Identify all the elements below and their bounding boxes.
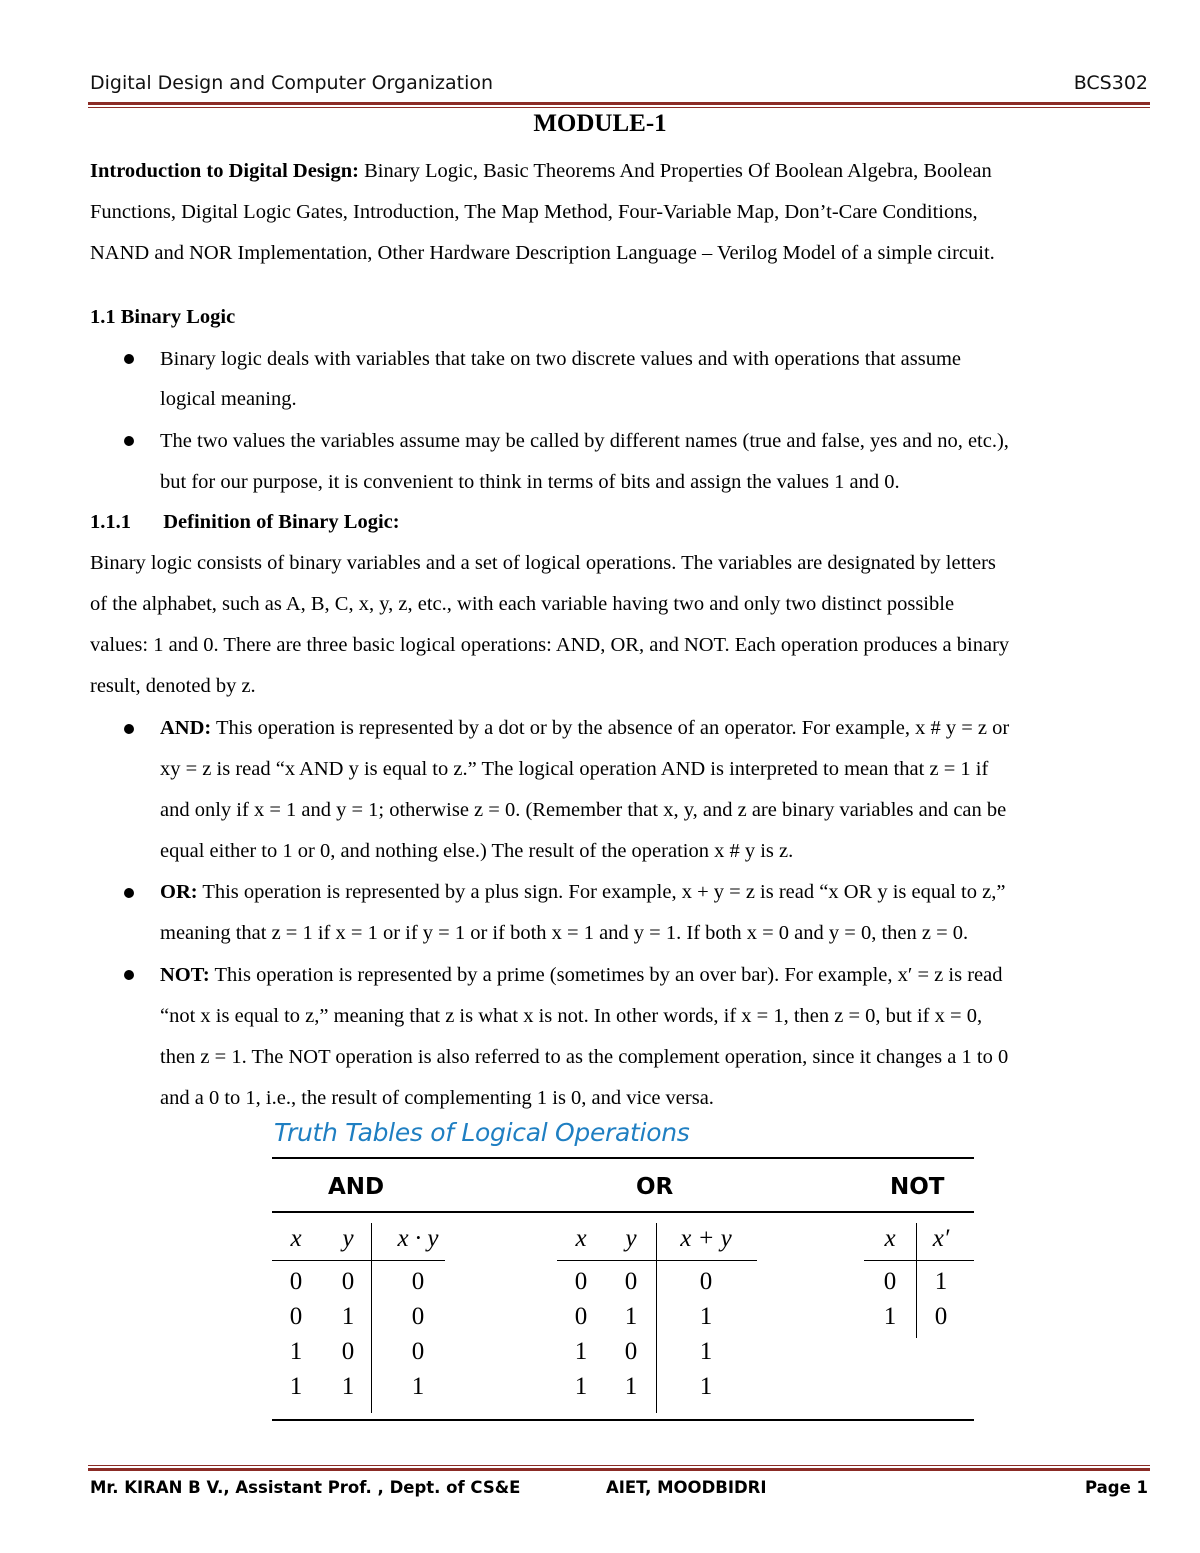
and-line-4: equal either to 1 or 0, and nothing else.) The result of the operation x # y is z. xyxy=(160,840,794,862)
and-cell: 1 xyxy=(341,1303,355,1330)
def-line-1: Binary logic consists of binary variables and a set of logical operations. The variables are designated by letters xyxy=(90,552,996,574)
and-cell: 0 xyxy=(411,1303,425,1330)
def-line-2: of the alphabet, such as A, B, C, x, y, z, etc., with each variable having two and only two distinct possible xyxy=(90,593,955,615)
or-cell: 1 xyxy=(624,1373,638,1400)
or-col-underline xyxy=(557,1260,757,1261)
footer-page-number: Page 1 xyxy=(1084,1478,1148,1497)
footer-rule xyxy=(88,1468,1150,1471)
or-col-header: y xyxy=(625,1225,637,1252)
and-line-2: xy = z is read “x AND y is equal to z.” The logical operation AND is interpreted to mean that z = 1 if xyxy=(160,758,989,780)
section-number: 1.1.1 xyxy=(90,511,131,533)
header-rule xyxy=(88,102,1150,105)
intro-text-1: Binary Logic, Basic Theorems And Properties Of Boolean Algebra, Boolean xyxy=(364,160,992,182)
module-title: MODULE-1 xyxy=(533,110,667,137)
section-1-1-heading: 1.1 Binary Logic xyxy=(90,306,236,328)
and-line-3: and only if x = 1 and y = 1; otherwise z = 0. (Remember that x, y, and z are binary variables and can be xyxy=(160,799,1007,821)
or-label: OR: xyxy=(160,881,198,903)
intro-line-3: NAND and NOR Implementation, Other Hardware Description Language – Verilog Model of a simple circuit. xyxy=(90,242,995,264)
footer-rule-thin xyxy=(88,1465,1150,1466)
not-cell: 1 xyxy=(883,1303,897,1330)
bullet-1-line-2: logical meaning. xyxy=(160,388,297,410)
page-header xyxy=(90,72,1148,102)
and-col-header: x · y xyxy=(397,1225,439,1252)
and-col-header: y xyxy=(342,1225,354,1252)
not-cell: 0 xyxy=(934,1303,948,1330)
or-cell: 1 xyxy=(624,1303,638,1330)
or-cell: 0 xyxy=(624,1268,638,1295)
table-top-rule xyxy=(272,1157,974,1159)
and-heading: AND xyxy=(328,1174,385,1200)
intro-line-1 xyxy=(90,151,1148,192)
or-cell: 1 xyxy=(699,1373,713,1400)
header-rule-thin xyxy=(88,107,1150,108)
table-bottom-rule xyxy=(272,1419,974,1421)
not-cell: 0 xyxy=(883,1268,897,1295)
and-cell: 1 xyxy=(341,1373,355,1400)
def-line-4: result, denoted by z. xyxy=(90,675,256,697)
bullet-icon xyxy=(124,970,134,980)
or-col-header: x + y xyxy=(680,1225,732,1252)
and-cell: 0 xyxy=(289,1268,303,1295)
section-title: Definition of Binary Logic: xyxy=(163,511,400,533)
and-cell: 0 xyxy=(289,1303,303,1330)
or-cell: 0 xyxy=(574,1268,588,1295)
and-col-underline xyxy=(272,1260,445,1261)
truth-tables-title: Truth Tables of Logical Operations xyxy=(274,1118,690,1147)
course-title: Digital Design and Computer Organization xyxy=(90,72,494,94)
or-cell: 1 xyxy=(699,1303,713,1330)
not-heading: NOT xyxy=(890,1174,945,1200)
not-col-underline xyxy=(864,1260,974,1261)
not-line-1: NOT: This operation is represented by a prime (sometimes by an over bar). For example, x′ = z is read xyxy=(160,964,1003,986)
bullet-icon xyxy=(124,888,134,898)
not-line-4: and a 0 to 1, i.e., the result of complementing 1 is 0, and vice versa. xyxy=(160,1087,714,1109)
footer-institute: AIET, MOODBIDRI xyxy=(606,1478,767,1497)
bullet-2-line-1: The two values the variables assume may be called by different names (true and false, yes and no, etc.), xyxy=(160,430,1009,452)
footer-author: Mr. KIRAN B V., Assistant Prof. , Dept. of CS&E xyxy=(90,1478,521,1497)
and-cell: 1 xyxy=(411,1373,425,1400)
section-1-1-1-heading xyxy=(90,502,1148,543)
not-line-3: then z = 1. The NOT operation is also referred to as the complement operation, since it changes a 1 to 0 xyxy=(160,1046,1009,1068)
and-col-header: x xyxy=(290,1225,302,1252)
or-line-2: meaning that z = 1 if x = 1 or if y = 1 or if both x = 1 and y = 1. If both x = 0 and y = 0, then z = 0. xyxy=(160,922,969,944)
not-line-2: “not x is equal to z,” meaning that z is what x is not. In other words, if x = 1, then z = 0, but if x = 0, xyxy=(160,1005,983,1027)
intro-line-2: Functions, Digital Logic Gates, Introduction, The Map Method, Four-Variable Map, Don’t-Care Conditions, xyxy=(90,201,978,223)
not-col-header: x′ xyxy=(932,1225,950,1252)
or-col-header: x xyxy=(575,1225,587,1252)
not-col-header: x xyxy=(884,1225,896,1252)
or-line-1: OR: This operation is represented by a plus sign. For example, x + y = z is read “x OR y is equal to z,” xyxy=(160,881,1006,903)
and-cell: 0 xyxy=(411,1338,425,1365)
bullet-icon xyxy=(124,724,134,734)
not-label: NOT: xyxy=(160,964,210,986)
bullet-2-line-2: but for our purpose, it is convenient to think in terms of bits and assign the values 1 and 0. xyxy=(160,471,900,493)
or-cell: 0 xyxy=(699,1268,713,1295)
or-cell: 1 xyxy=(574,1338,588,1365)
intro-label: Introduction to Digital Design: xyxy=(90,160,359,182)
and-col-divider xyxy=(371,1223,372,1413)
table-head-rule xyxy=(272,1211,974,1213)
course-code: BCS302 xyxy=(1073,72,1148,94)
bullet-1-line-1: Binary logic deals with variables that take on two discrete values and with operations that assume xyxy=(160,348,961,370)
and-cell: 1 xyxy=(289,1373,303,1400)
bullet-icon xyxy=(124,354,134,364)
bullet-icon xyxy=(124,436,134,446)
and-cell: 0 xyxy=(341,1268,355,1295)
not-col-divider xyxy=(916,1223,917,1338)
or-heading: OR xyxy=(636,1174,674,1200)
def-line-3: values: 1 and 0. There are three basic logical operations: AND, OR, and NOT. Each operation produces a binary xyxy=(90,634,1010,656)
not-cell: 1 xyxy=(934,1268,948,1295)
and-cell: 0 xyxy=(411,1268,425,1295)
and-cell: 1 xyxy=(289,1338,303,1365)
and-cell: 0 xyxy=(341,1338,355,1365)
or-cell: 1 xyxy=(699,1338,713,1365)
or-cell: 1 xyxy=(574,1373,588,1400)
and-line-1: AND: This operation is represented by a dot or by the absence of an operator. For example, x # y = z or xyxy=(160,717,1010,739)
or-cell: 0 xyxy=(574,1303,588,1330)
and-label: AND: xyxy=(160,717,212,739)
or-col-divider xyxy=(656,1223,657,1413)
or-cell: 0 xyxy=(624,1338,638,1365)
